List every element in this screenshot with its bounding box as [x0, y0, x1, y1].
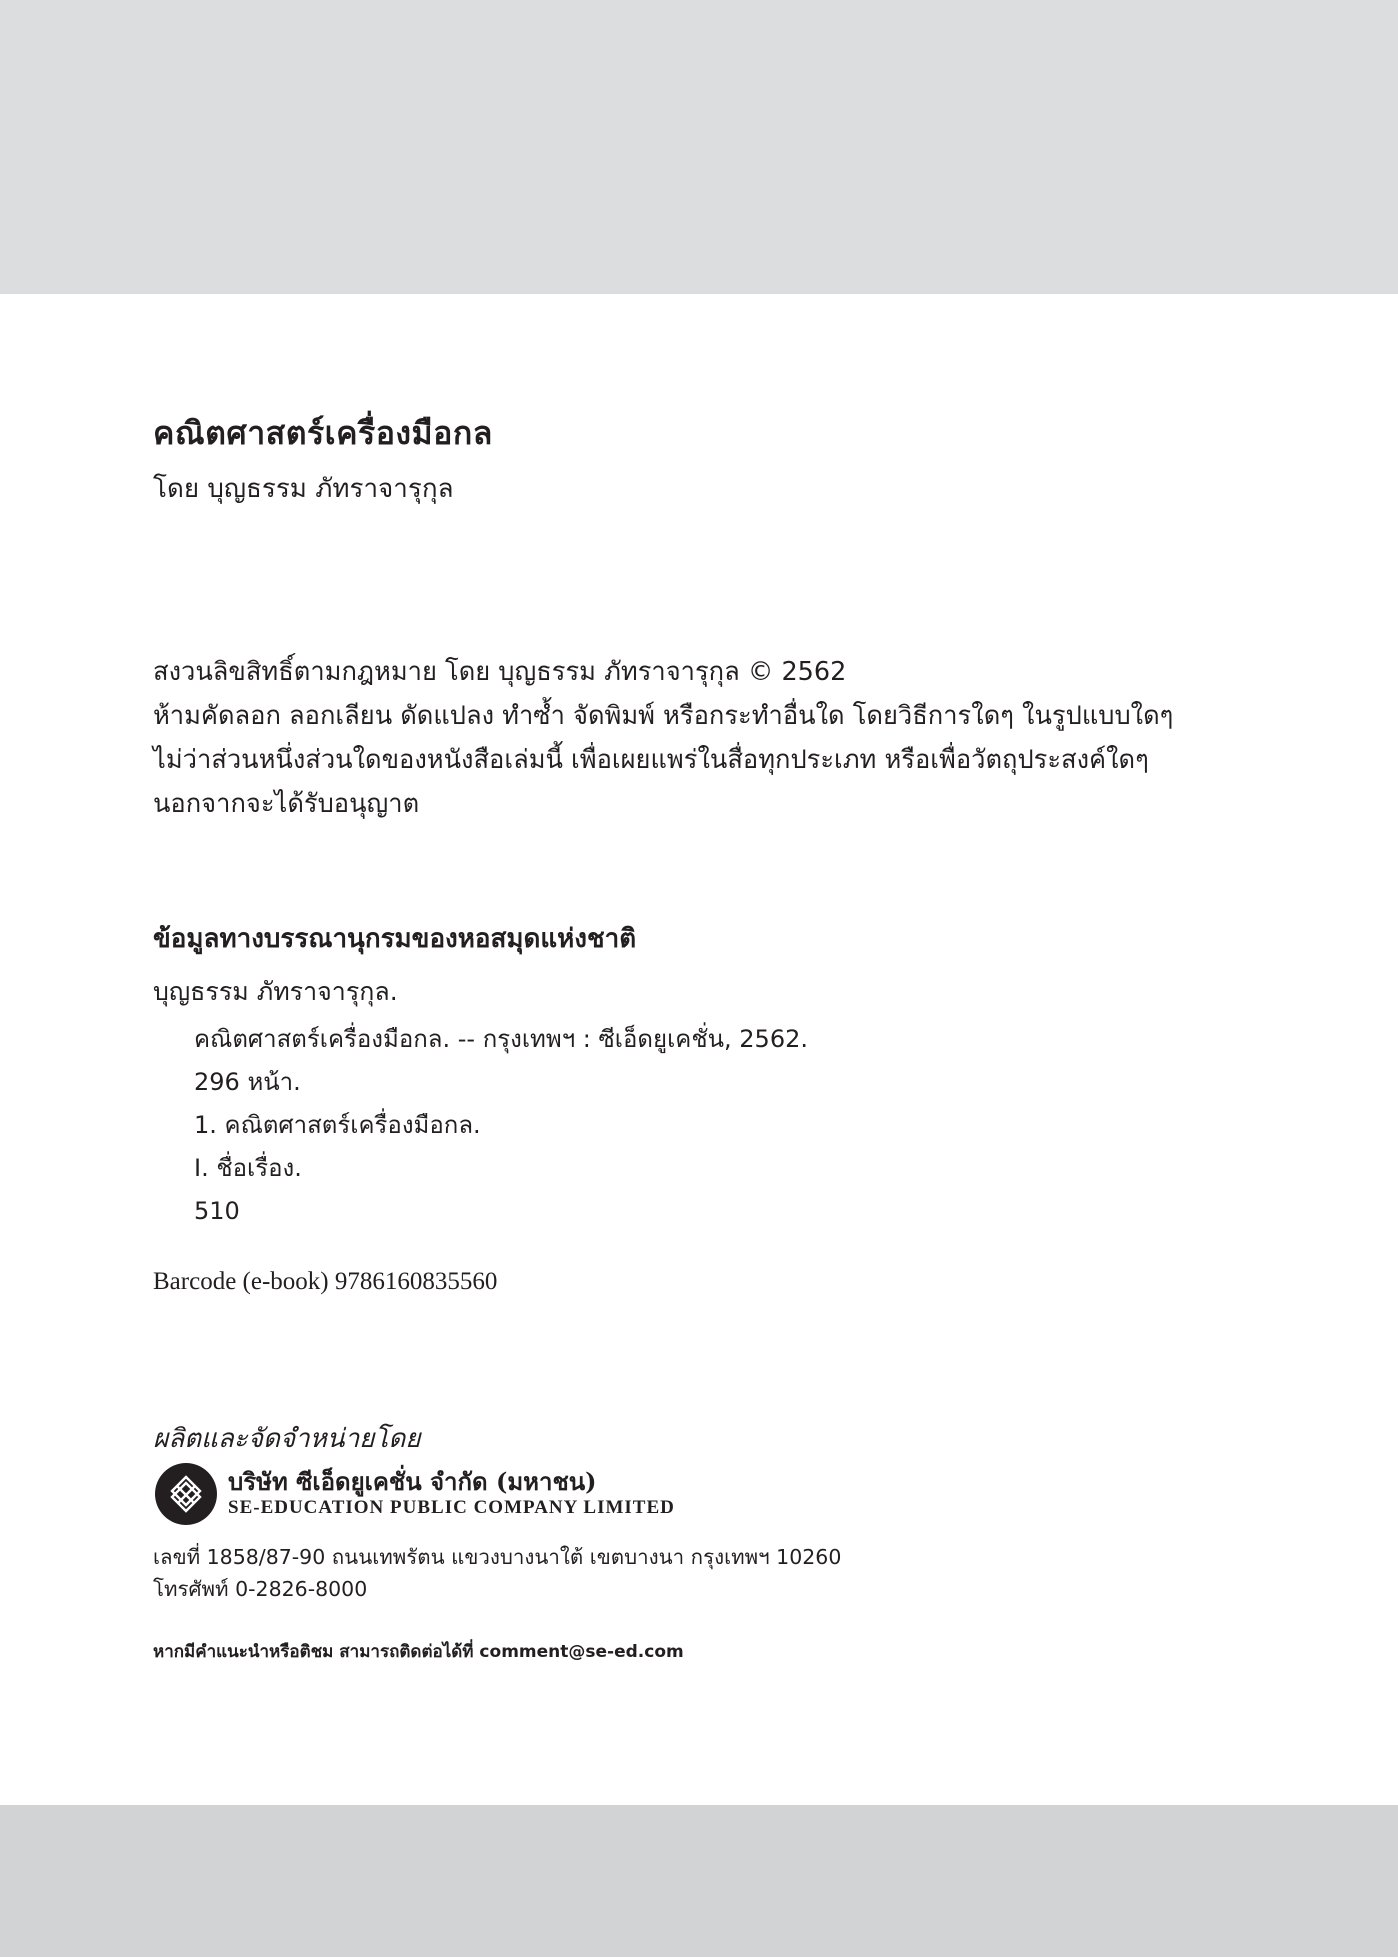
copyright-line: ห้ามคัดลอก ลอกเลียน ดัดแปลง ทำซ้ำ จัดพิมพ์ หรือกระทำอื่นใด โดยวิธีการใดๆ ในรูปแบบใดๆ — [153, 701, 1174, 731]
producer-label: ผลิตและจัดจำหน่ายโดย — [153, 1424, 421, 1454]
se-ed-knot-icon — [155, 1463, 217, 1525]
header-band — [0, 0, 1398, 294]
address-line: เลขที่ 1858/87-90 ถนนเทพรัตน แขวงบางนาใต้ เขตบางนา กรุงเทพฯ 10260 — [153, 1545, 842, 1569]
cip-author: บุญธรรม ภัทราจารุกุล. — [153, 977, 398, 1006]
phone-line: โทรศัพท์ 0-2826-8000 — [153, 1577, 368, 1601]
footer-band — [0, 1805, 1398, 1957]
isbn-barcode: Barcode (e-book) 9786160835560 — [153, 1268, 498, 1295]
book-author: โดย บุญธรรม ภัทราจารุกุล — [153, 474, 454, 504]
copyright-line: ไม่ว่าส่วนหนึ่งส่วนใดของหนังสือเล่มนี้ เพื่อเผยแพร่ในสื่อทุกประเภท หรือเพื่อวัตถุประสงค์ใดๆ — [153, 745, 1149, 775]
cip-entries — [194, 1018, 808, 1233]
feedback-contact: หากมีคำแนะนำหรือติชม สามารถติดต่อได้ที่ comment@se-ed.com — [153, 1642, 684, 1662]
book-title: คณิตศาสตร์เครื่องมือกล — [153, 414, 493, 452]
cip-entry: คณิตศาสตร์เครื่องมือกล. -- กรุงเทพฯ : ซีเอ็ดยูเคชั่น, 2562. — [194, 1025, 808, 1053]
company-name-english: SE-EDUCATION PUBLIC COMPANY LIMITED — [228, 1497, 675, 1518]
copyright-notice — [153, 650, 1173, 826]
cip-entry: 296 หน้า. — [194, 1068, 301, 1096]
publisher-address — [153, 1541, 841, 1605]
cip-entry: 1. คณิตศาสตร์เครื่องมือกล. — [194, 1111, 481, 1139]
copyright-line: นอกจากจะได้รับอนุญาต — [153, 789, 420, 819]
cip-heading: ข้อมูลทางบรรณานุกรมของหอสมุดแห่งชาติ — [153, 924, 637, 954]
company-name-thai: บริษัท ซีเอ็ดยูเคชั่น จำกัด (มหาชน) — [228, 1467, 597, 1496]
cip-entry: I. ชื่อเรื่อง. — [194, 1154, 302, 1182]
cip-entry: 510 — [194, 1197, 240, 1225]
copyright-line: สงวนลิขสิทธิ์ตามกฎหมาย โดย บุญธรรม ภัทราจารุกุล © 2562 — [153, 657, 847, 687]
